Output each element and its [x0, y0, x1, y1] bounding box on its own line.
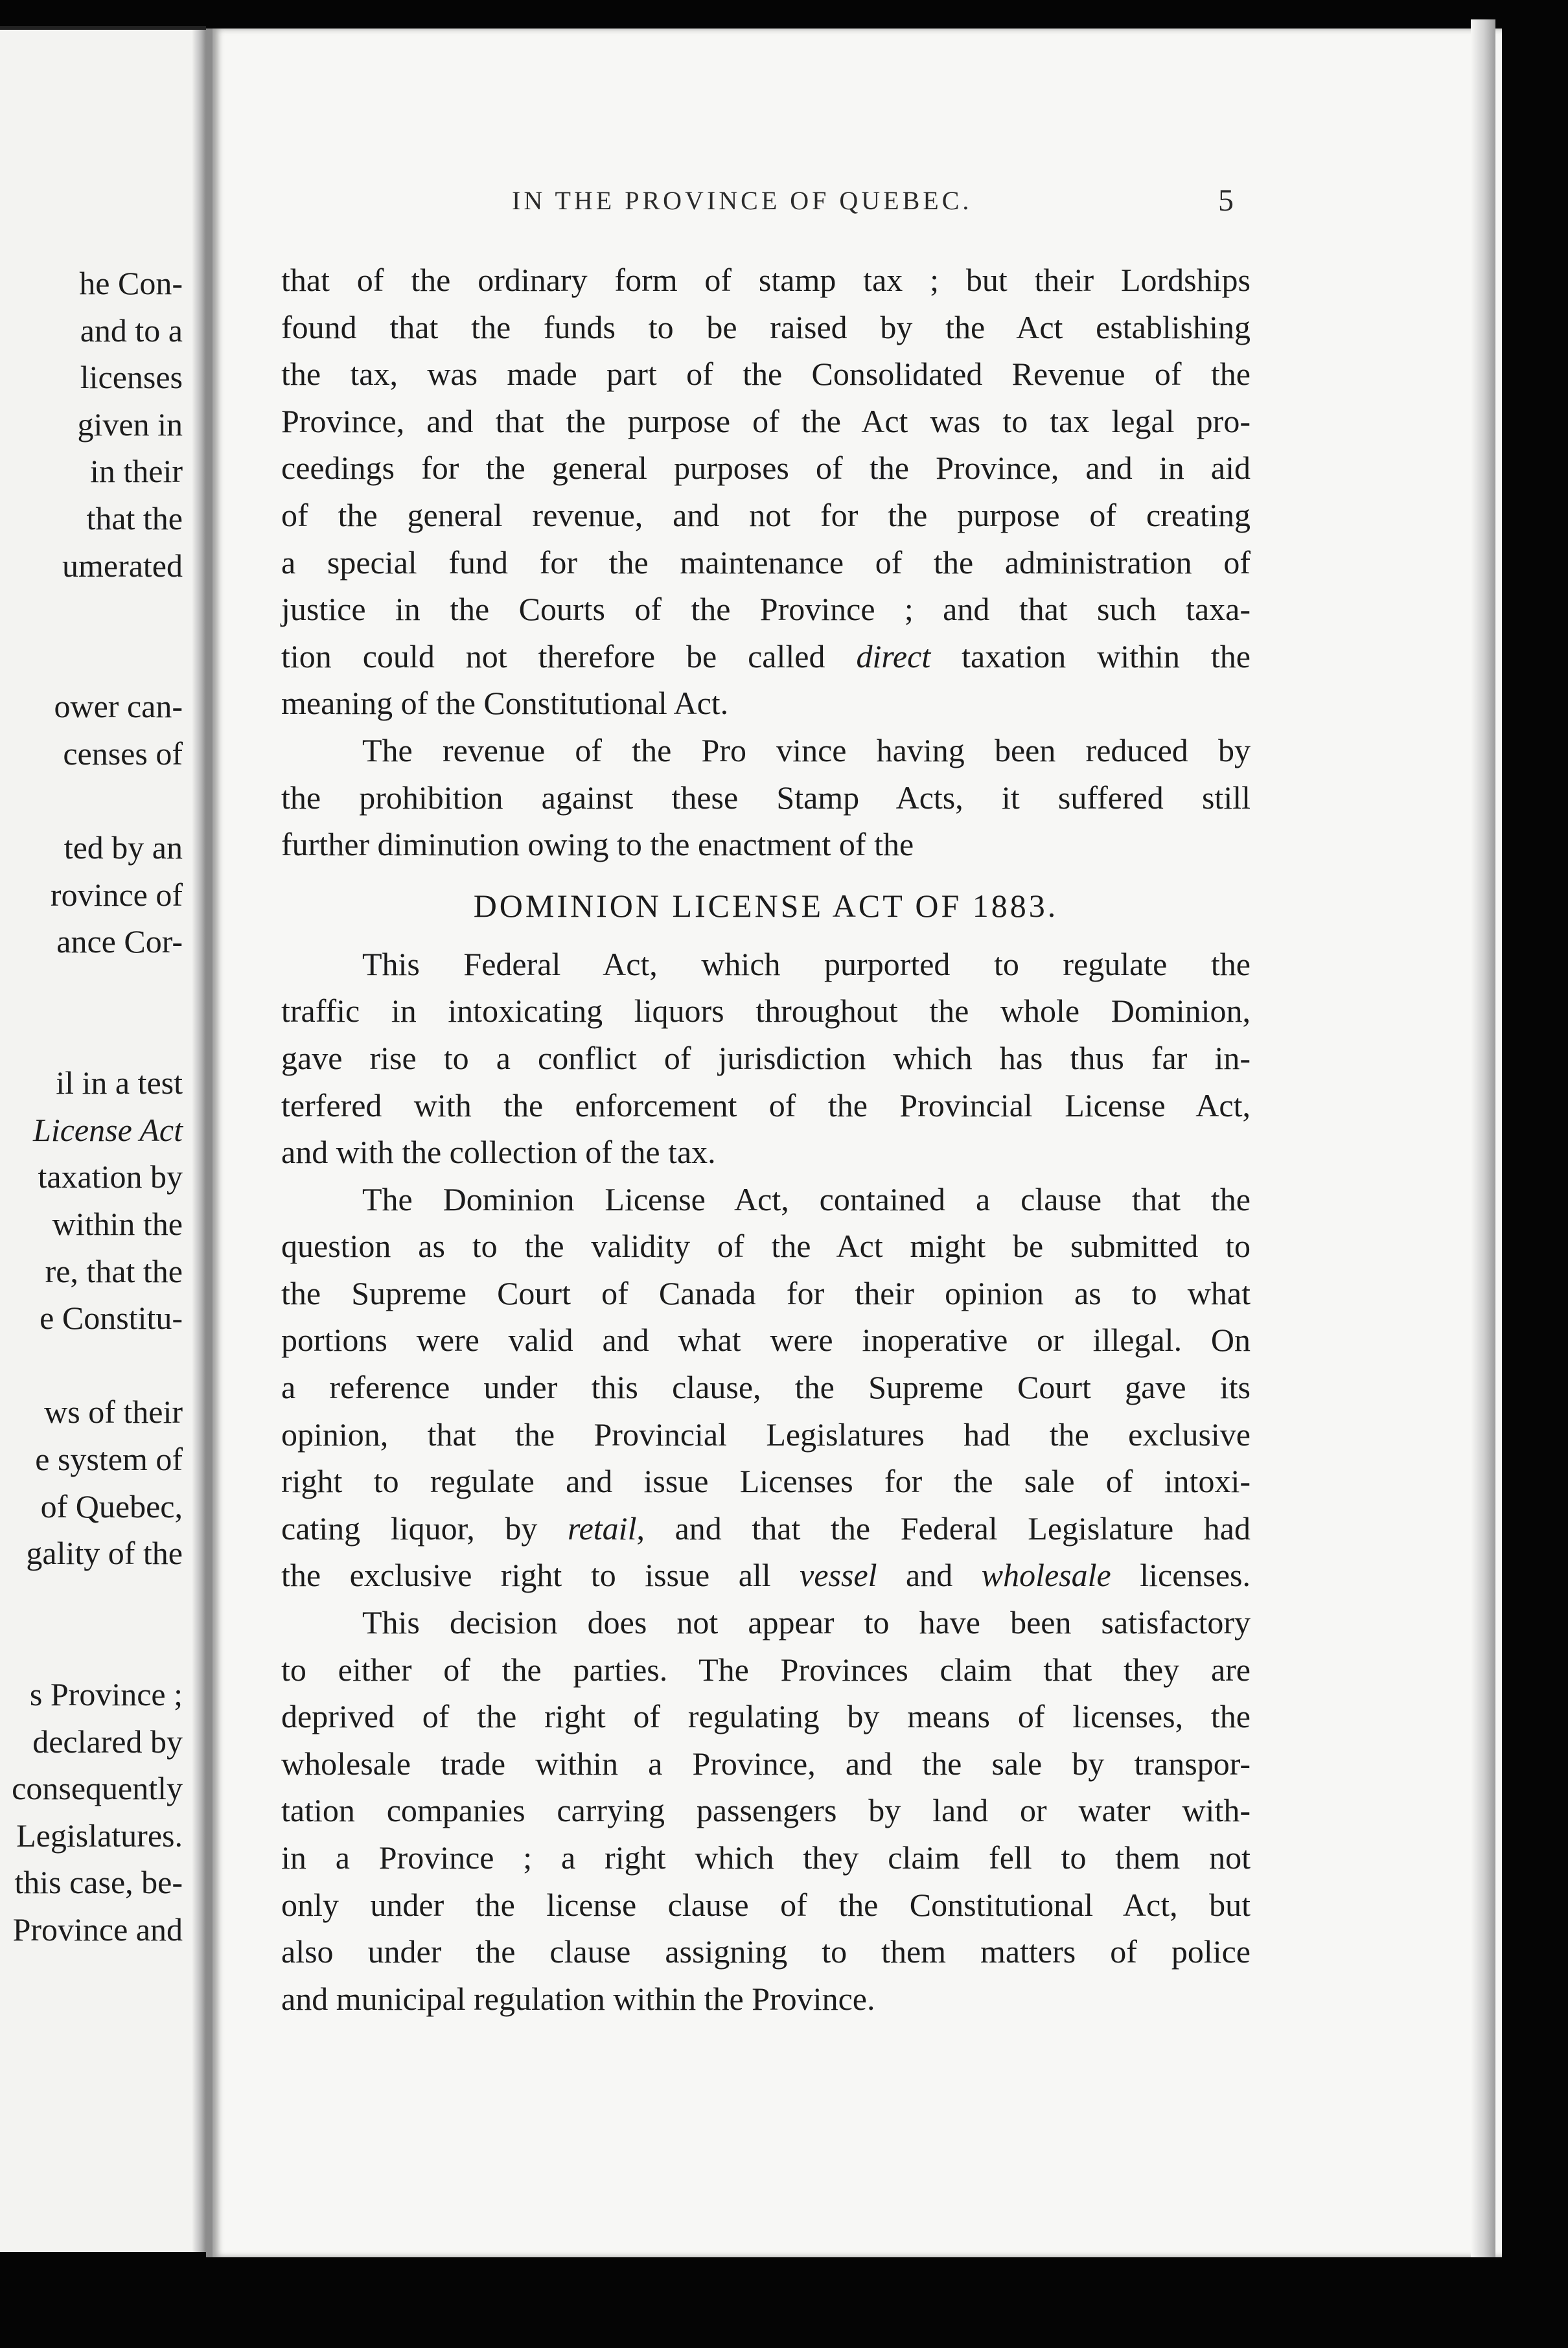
- left-page-line: this case, be-: [14, 1864, 183, 1901]
- italic-word: direct: [856, 638, 931, 674]
- text-line: deprived of the right of regulating by means of licenses, the: [281, 1698, 1251, 1735]
- left-page-line: re, that the: [45, 1252, 183, 1289]
- paragraph-3: [281, 941, 1251, 1176]
- paragraph-1: [281, 257, 1251, 727]
- text-line: in a Province ; a right which they claim fell to them not: [281, 1839, 1251, 1876]
- text-line: opinion, that the Provincial Legislatures had the exclusive: [281, 1416, 1251, 1453]
- text-line: right to regulate and issue Licenses for the sale of intoxi-: [281, 1463, 1251, 1500]
- text-line: further diminution owing to the enactment of the: [281, 826, 914, 863]
- running-head: IN THE PROVINCE OF QUEBEC.: [512, 186, 973, 215]
- page-number: 5: [1218, 183, 1234, 218]
- italic-word: retail: [567, 1510, 637, 1547]
- left-page-line: declared by: [32, 1723, 183, 1760]
- section-heading: DOMINION LICENSE ACT OF 1883.: [473, 887, 1059, 924]
- text-line: and municipal regulation within the Province.: [281, 1980, 875, 2017]
- text-line: tation companies carrying passengers by land or water with-: [281, 1792, 1251, 1829]
- left-page-line: ted by an: [63, 829, 183, 866]
- left-page-line: e Constitu-: [40, 1300, 183, 1337]
- paragraph-5: [281, 1599, 1251, 2022]
- left-page-line: taxation by: [38, 1158, 183, 1195]
- text-line: of the general revenue, and not for the purpose of creating: [281, 496, 1251, 533]
- left-page-line: consequently: [12, 1770, 183, 1807]
- left-page-line: that the: [86, 500, 183, 536]
- left-page-line: of Quebec,: [40, 1488, 183, 1525]
- left-page-line: il in a test: [56, 1065, 183, 1101]
- paragraph-4: [281, 1176, 1251, 1599]
- text-line: This decision does not appear to have been satisfactory: [362, 1604, 1251, 1641]
- paragraph-2: [281, 727, 1251, 868]
- text-run: tion could not therefore be called: [281, 638, 857, 674]
- text-line: the prohibition against these Stamp Acts, it suffered still: [281, 779, 1251, 816]
- text-line: [281, 1552, 1251, 1599]
- text-line: [281, 1505, 1251, 1552]
- text-line: terfered with the enforcement of the Provincial License Act,: [281, 1087, 1251, 1123]
- text-line: ceedings for the general purposes of the Province, and in aid: [281, 450, 1251, 487]
- left-page-line: s Province ;: [29, 1676, 183, 1712]
- italic-word: wholesale: [981, 1557, 1111, 1594]
- text-line: the Supreme Court of Canada for their opinion as to what: [281, 1274, 1251, 1311]
- text-line: also under the clause assigning to them matters of police: [281, 1933, 1251, 1970]
- left-page: [0, 26, 206, 2252]
- left-page-line: within the: [52, 1206, 183, 1242]
- left-page-line: censes of: [63, 735, 183, 772]
- text-line: justice in the Courts of the Province ; and that such taxa-: [281, 591, 1251, 628]
- text-line: only under the license clause of the Constitutional Act, but: [281, 1886, 1251, 1923]
- italic-word: vessel: [800, 1557, 877, 1594]
- left-page-line: given in: [77, 406, 183, 443]
- text-line: The Dominion License Act, contained a clause that the: [362, 1180, 1251, 1217]
- text-line: question as to the validity of the Act might be submitted to: [281, 1228, 1251, 1265]
- text-line: This Federal Act, which purported to regulate the: [362, 945, 1251, 982]
- left-page-line: ance Cor-: [56, 923, 183, 960]
- text-line: found that the funds to be raised by the Act establishing: [281, 308, 1251, 345]
- text-line: to either of the parties. The Provinces claim that they are: [281, 1651, 1251, 1688]
- page-edge: [1471, 19, 1495, 2261]
- text-line: and with the collection of the tax.: [281, 1134, 716, 1171]
- left-page-line: and to a: [80, 312, 183, 349]
- text-line: a reference under this clause, the Supreme Court gave its: [281, 1369, 1251, 1406]
- text-line: that of the ordinary form of stamp tax ; but their Lordships: [281, 262, 1251, 298]
- book-gutter: [192, 30, 206, 2252]
- text-line: gave rise to a conflict of jurisdiction which has thus far in-: [281, 1039, 1251, 1076]
- text-line: The revenue of the Pro vince having been reduced by: [362, 731, 1251, 768]
- left-page-line: he Con-: [79, 265, 183, 301]
- left-page-line: licenses: [80, 359, 183, 396]
- text-run: and: [877, 1557, 982, 1594]
- left-page-line: e system of: [35, 1441, 183, 1477]
- scan-bottom-border: [0, 2257, 1568, 2348]
- text-line: meaning of the Constitutional Act.: [281, 685, 729, 722]
- text-run: licenses.: [1111, 1557, 1251, 1594]
- text-run: the exclusive right to issue all: [281, 1557, 800, 1594]
- left-page-line: ower can-: [54, 688, 183, 725]
- text-line: a special fund for the maintenance of the administration of: [281, 544, 1251, 581]
- text-line: wholesale trade within a Province, and the sale by transpor-: [281, 1745, 1251, 1782]
- left-page-line: in their: [89, 453, 183, 490]
- left-page-line: gality of the: [26, 1535, 183, 1572]
- text-run: , and that the Federal Legislature had: [636, 1510, 1251, 1547]
- text-line: the tax, was made part of the Consolidated Revenue of the: [281, 356, 1251, 393]
- left-page-line: License Act: [33, 1111, 183, 1148]
- text-line: traffic in intoxicating liquors throughout the whole Dominion,: [281, 993, 1251, 1030]
- left-page-line: Province and: [12, 1911, 183, 1948]
- scan-top-border: [0, 0, 1568, 29]
- text-run: cating liquor, by: [281, 1510, 568, 1547]
- page-body: [281, 257, 1251, 2022]
- left-page-line: Legislatures.: [16, 1817, 183, 1854]
- text-line: portions were valid and what were inoperative or illegal. On: [281, 1322, 1251, 1359]
- text-line: [281, 633, 1251, 680]
- left-page-line: umerated: [62, 547, 183, 584]
- text-line: Province, and that the purpose of the Act was to tax legal pro-: [281, 402, 1251, 439]
- left-page-line: ws of their: [44, 1394, 183, 1431]
- text-run: taxation within the: [930, 638, 1251, 674]
- left-page-line: rovince of: [50, 876, 183, 913]
